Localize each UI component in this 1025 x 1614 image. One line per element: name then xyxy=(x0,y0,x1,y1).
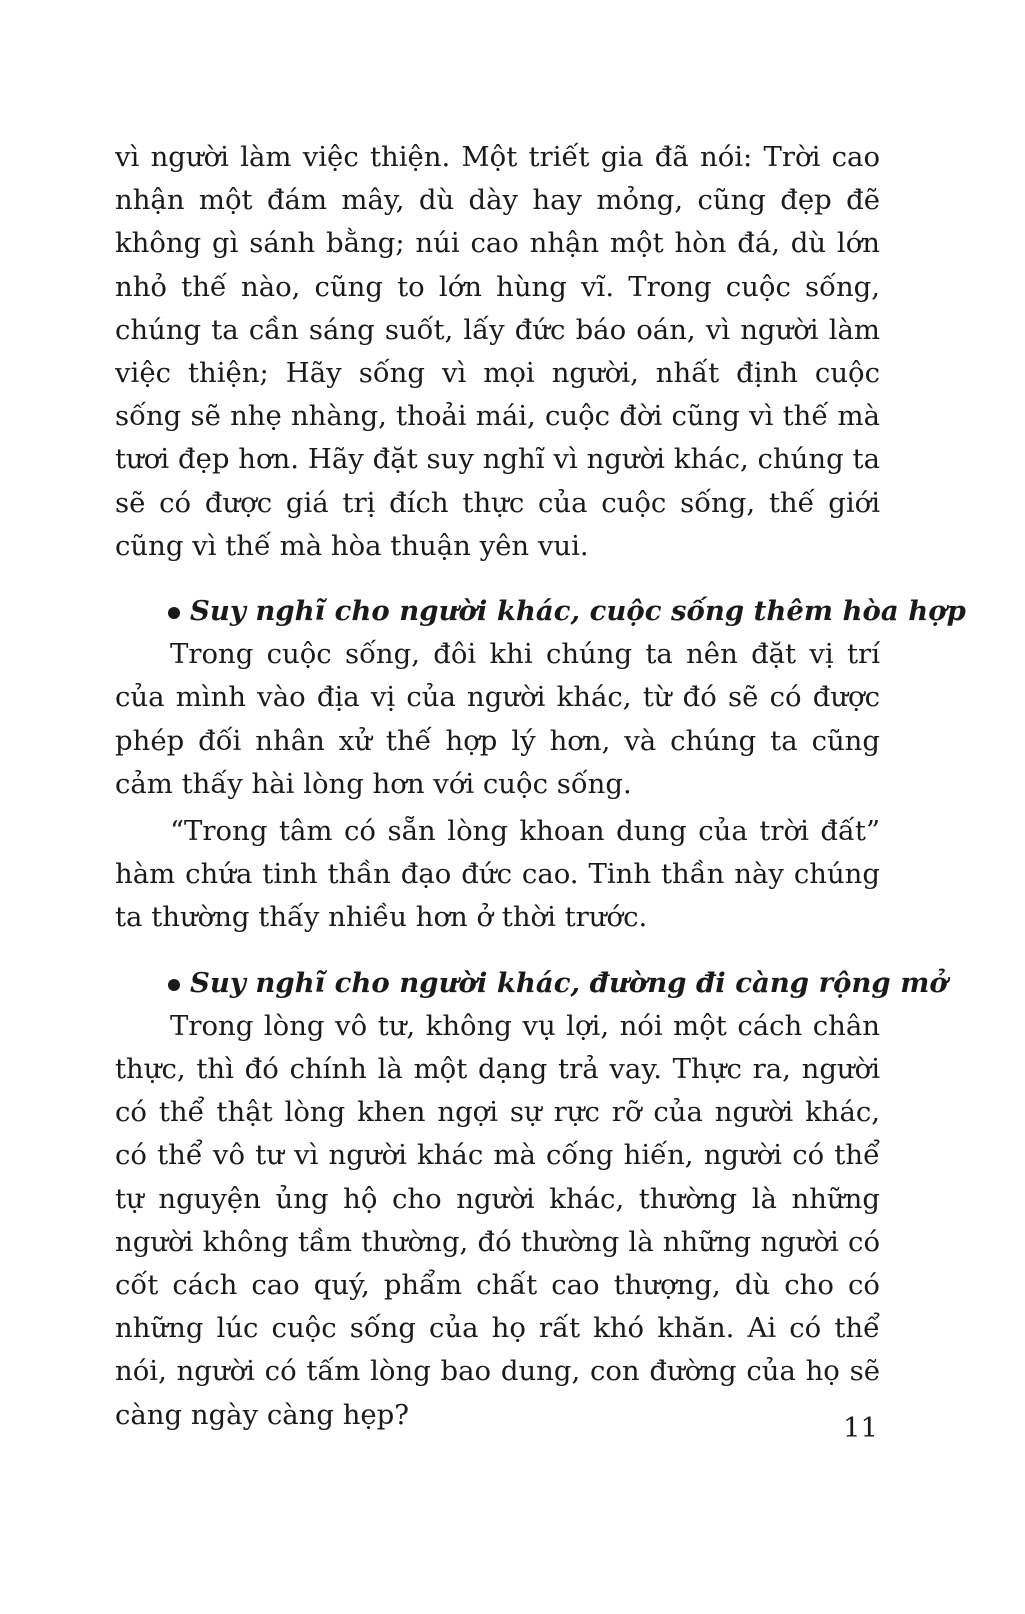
bullet-icon xyxy=(168,607,180,619)
paragraph: Trong cuộc sống, đôi khi chúng ta nên đặt vị trí của mình vào địa vị của người khác, từ đó sẽ có được phép đối nhân xử thế hợp lý hơn, và chúng ta cũng cảm thấy hài lòng hơn với cuộc sống. xyxy=(115,638,880,800)
bullet-icon xyxy=(168,979,180,991)
section-heading-harmony xyxy=(115,590,966,633)
page-number: 11 xyxy=(843,1412,878,1444)
paragraph-continuation: vì người làm việc thiện. Một triết gia đã nói: Trời cao nhận một đám mây, dù dày hay mỏng, cũng đẹp đẽ không gì sánh bằng; núi cao nhận một hòn đá, dù lớn nhỏ thế nào, cũng to lớn hùng vĩ. Trong cuộc sống, chúng ta cần sáng suốt, lấy đức báo oán, vì người làm việc thiện; Hãy sống vì mọi người, nhất định cuộc sống sẽ nhẹ nhàng, thoải mái, cuộc đời cũng vì thế mà tươi đẹp hơn. Hãy đặt suy nghĩ vì người khác, chúng ta sẽ có được giá trị đích thực của cuộc sống, thế giới cũng vì thế mà hòa thuận yên vui. xyxy=(115,141,880,562)
section-heading-open-road xyxy=(115,962,948,1005)
paragraph-quote: “Trong tâm có sẵn lòng khoan dung của trời đất” hàm chứa tinh thần đạo đức cao. Tinh thần này chúng ta thường thấy nhiều hơn ở thời trước. xyxy=(115,815,880,934)
paragraph: Trong lòng vô tư, không vụ lợi, nói một cách chân thực, thì đó chính là một dạng trả vay. Thực ra, người có thể thật lòng khen ngợi sự rực rỡ của người khác, có thể vô tư vì người khác mà cống hiến, người có thể tự nguyện ủng hộ cho người khác, thường là những người không tầm thường, đó thường là những người có cốt cách cao quý, phẩm chất cao thượng, dù cho có những lúc cuộc sống của họ rất khó khăn. Ai có thể nói, người có tấm lòng bao dung, con đường của họ sẽ càng ngày càng hẹp? xyxy=(115,1009,880,1431)
section-heading-text: Suy nghĩ cho người khác, đường đi càng rộng mở xyxy=(190,966,948,999)
page-body xyxy=(115,136,966,1437)
section-heading-text: Suy nghĩ cho người khác, cuộc sống thêm hòa hợp xyxy=(190,595,966,628)
